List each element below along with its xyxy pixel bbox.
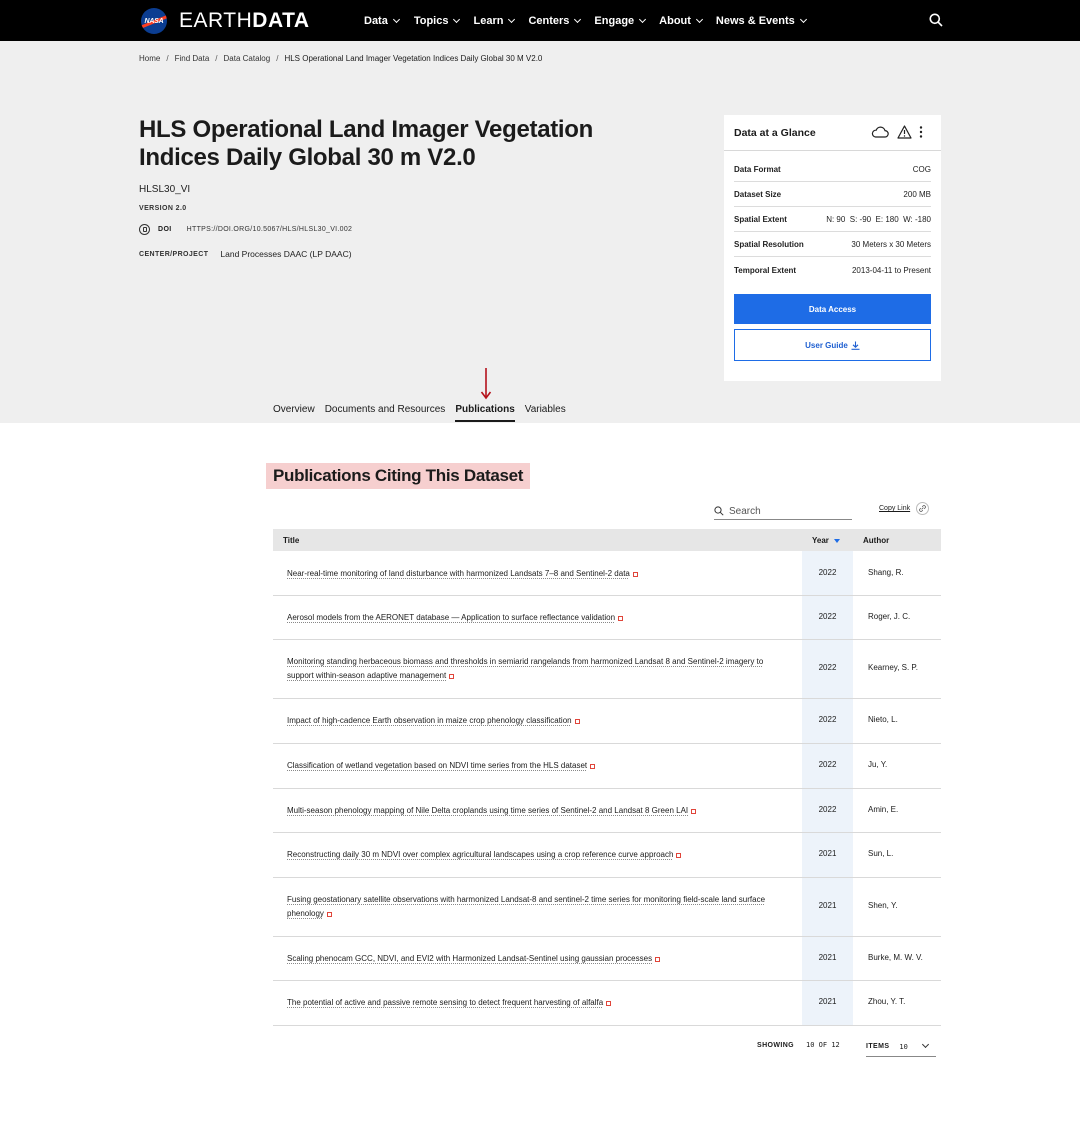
- publication-author: Nieto, L.: [868, 715, 898, 724]
- external-link-icon: [606, 1001, 611, 1006]
- copy-link-button[interactable]: [879, 502, 929, 515]
- more-vertical-icon[interactable]: [918, 125, 924, 139]
- breadcrumb-home[interactable]: Home: [139, 54, 161, 63]
- chevron-down-icon: [800, 15, 807, 22]
- table-header: [273, 529, 941, 551]
- publication-title: The potential of active and passive remote sensing to detect frequent harvesting of alfalfa: [287, 998, 604, 1007]
- publication-year: 2021: [818, 901, 837, 910]
- column-year[interactable]: [812, 536, 840, 545]
- table-row: [273, 699, 941, 744]
- publication-year: 2022: [818, 568, 837, 577]
- glance-row-format: [734, 157, 931, 182]
- publication-year: 2021: [818, 849, 837, 858]
- chevron-down-icon: [393, 15, 400, 22]
- publication-title: Monitoring standing herbaceous biomass and thresholds in semiarid rangelands from harmonized Landsat 8 and Sentinel-2 imagery to support within-season adaptive management: [287, 657, 764, 680]
- publication-title-link[interactable]: [287, 952, 792, 966]
- publication-title-link[interactable]: [287, 714, 792, 728]
- page-title: HLS Operational Land Imager Vegetation Indices Daily Global 30 m V2.0: [139, 116, 594, 171]
- search-input[interactable]: [729, 506, 844, 517]
- items-value: 10: [899, 1042, 908, 1051]
- publication-title-link[interactable]: [287, 804, 792, 818]
- publication-year: 2022: [818, 715, 837, 724]
- center-project-row: [139, 249, 352, 259]
- chevron-down-icon: [453, 15, 460, 22]
- copy-link-label: Copy Link: [879, 505, 911, 512]
- main-menu: [364, 0, 806, 41]
- glance-key: Spatial Resolution: [734, 239, 804, 249]
- publications-table: [273, 529, 941, 1026]
- table-row: [273, 789, 941, 833]
- dataset-tabs: [273, 400, 576, 424]
- menu-label: Data: [364, 14, 388, 27]
- lock-icon: [139, 224, 150, 235]
- warning-icon[interactable]: [897, 125, 912, 139]
- menu-news-events[interactable]: [716, 15, 806, 27]
- menu-centers[interactable]: [528, 15, 580, 27]
- column-title[interactable]: Title: [283, 536, 300, 545]
- table-row: [273, 878, 941, 937]
- publication-year: 2022: [818, 805, 837, 814]
- tab-publications[interactable]: Publications: [455, 400, 514, 422]
- menu-label: Engage: [594, 14, 635, 27]
- chevron-down-icon: [639, 15, 646, 22]
- publication-title-link[interactable]: [287, 893, 792, 921]
- publication-year: 2022: [818, 760, 837, 769]
- glance-title: Data at a Glance: [734, 127, 816, 139]
- earthdata-logo[interactable]: [141, 8, 310, 34]
- glance-key: Dataset Size: [734, 189, 782, 199]
- dataset-short-name: HLSL30_VI: [139, 184, 191, 195]
- table-row: [273, 833, 941, 878]
- showing-label: SHOWING: [757, 1041, 795, 1049]
- nasa-logo-text: NASA: [144, 17, 164, 25]
- external-link-icon: [655, 957, 660, 962]
- publication-title-link[interactable]: [287, 759, 792, 773]
- external-link-icon: [676, 853, 681, 858]
- link-icon: [916, 502, 929, 515]
- glance-value: N: 90 S: -90 E: 180 W: -180: [826, 214, 931, 224]
- glance-row-resolution: [734, 232, 931, 257]
- doi-link[interactable]: HTTPS://DOI.ORG/10.5067/HLS/HLSL30_VI.002: [186, 226, 353, 233]
- breadcrumb: Home / Find Data / Data Catalog / HLS Operational Land Imager Vegetation Indices Daily Global 30 M V2.0: [139, 54, 543, 63]
- publication-author: Kearney, S. P.: [868, 663, 918, 672]
- publication-title-link[interactable]: [287, 848, 792, 862]
- chevron-down-icon: [696, 15, 703, 22]
- publication-title: Multi-season phenology mapping of Nile Delta croplands using time series of Sentinel-2 and Landsat 8 Green LAI: [287, 806, 689, 815]
- publication-author: Zhou, Y. T.: [868, 997, 906, 1006]
- table-row: [273, 596, 941, 640]
- publication-title-link[interactable]: [287, 996, 792, 1010]
- table-row: [273, 937, 941, 981]
- glance-value: 200 MB: [903, 189, 931, 199]
- table-row: [273, 640, 941, 699]
- glance-value: 30 Meters x 30 Meters: [851, 239, 931, 249]
- column-author[interactable]: Author: [863, 536, 890, 545]
- brand-wordmark: [179, 8, 310, 34]
- glance-key: Data Format: [734, 164, 781, 174]
- dataset-version: VERSION 2.0: [139, 205, 187, 212]
- glance-value: COG: [912, 164, 931, 174]
- menu-engage[interactable]: [594, 15, 645, 27]
- glance-row-temporal: [734, 258, 931, 283]
- external-link-icon: [590, 764, 595, 769]
- brand-bold: DATA: [252, 9, 310, 32]
- publication-title: Reconstructing daily 30 m NDVI over complex agricultural landscapes using a crop reference curve approach: [287, 850, 674, 859]
- glance-actions: [871, 125, 924, 139]
- publications-heading: Publications Citing This Dataset: [266, 463, 530, 489]
- data-access-button[interactable]: Data Access: [734, 294, 931, 324]
- external-link-icon: [633, 572, 638, 577]
- menu-topics[interactable]: [414, 15, 460, 27]
- external-link-icon: [618, 616, 623, 621]
- breadcrumb-find-data[interactable]: Find Data: [174, 54, 210, 63]
- pagination-status: [757, 1041, 840, 1049]
- tab-overview[interactable]: Overview: [273, 404, 315, 415]
- publication-year: 2022: [818, 612, 837, 621]
- showing-value: 10 OF 12: [806, 1041, 840, 1049]
- publications-search: [714, 503, 852, 520]
- user-guide-button[interactable]: [734, 329, 931, 361]
- user-guide-label: User Guide: [805, 340, 848, 350]
- items-label: ITEMS: [866, 1043, 890, 1050]
- center-label: CENTER/PROJECT: [139, 250, 209, 258]
- sort-desc-icon: [834, 539, 840, 543]
- publication-title: Near-real-time monitoring of land disturbance with harmonized Landsats 7–8 and Sentinel-2 data: [287, 569, 630, 578]
- external-link-icon: [327, 912, 332, 917]
- publication-author: Sun, L.: [868, 849, 894, 858]
- publication-title-link[interactable]: [287, 567, 792, 581]
- menu-learn[interactable]: [473, 15, 514, 27]
- external-link-icon: [575, 719, 580, 724]
- menu-label: Topics: [413, 14, 449, 27]
- annotation-arrow-icon: [480, 367, 492, 400]
- publication-author: Shang, R.: [868, 568, 904, 577]
- doi-row: [139, 224, 352, 235]
- publication-title: Aerosol models from the AERONET database — Application to surface reflectance validation: [287, 613, 616, 622]
- download-icon: [851, 341, 860, 350]
- publication-author: Roger, J. C.: [868, 612, 911, 621]
- glance-row-size: [734, 182, 931, 207]
- publication-title: Scaling phenocam GCC, NDVI, and EVI2 with Harmonized Landsat-Sentinel using gaussian processes: [287, 954, 653, 963]
- glance-row-spatial-extent: [734, 207, 931, 232]
- menu-about[interactable]: [659, 15, 702, 27]
- column-year-label: Year: [812, 536, 829, 545]
- menu-label: Centers: [528, 14, 570, 27]
- table-row: [273, 551, 941, 596]
- table-row: [273, 744, 941, 789]
- menu-label: About: [659, 14, 691, 27]
- glance-divider: [724, 150, 941, 151]
- publication-title-link[interactable]: [287, 655, 792, 683]
- search-icon: [714, 506, 724, 516]
- chevron-down-icon: [508, 15, 515, 22]
- chevron-down-icon: [574, 15, 581, 22]
- doi-label: DOI: [158, 226, 172, 233]
- menu-data[interactable]: [364, 15, 399, 27]
- external-link-icon: [449, 674, 454, 679]
- top-navigation: [0, 0, 1080, 41]
- glance-key: Spatial Extent: [734, 214, 787, 224]
- glance-value: 2013-04-11 to Present: [851, 266, 931, 275]
- publication-title: Classification of wetland vegetation based on NDVI time series from the HLS dataset: [287, 761, 588, 770]
- publication-title: Impact of high-cadence Earth observation in maize crop phenology classification: [287, 716, 572, 725]
- publication-author: Shen, Y.: [868, 901, 898, 910]
- publication-author: Amin, E.: [868, 805, 899, 814]
- search-icon[interactable]: [929, 13, 943, 27]
- publication-title-link[interactable]: [287, 611, 792, 625]
- brand-light: EARTH: [179, 9, 253, 32]
- breadcrumb-data-catalog[interactable]: Data Catalog: [223, 54, 271, 63]
- menu-label: News & Events: [715, 14, 795, 27]
- publication-year: 2021: [818, 997, 837, 1006]
- publication-year: 2021: [818, 953, 837, 962]
- external-link-icon: [691, 809, 696, 814]
- items-per-page-select[interactable]: [866, 1037, 936, 1057]
- chevron-down-icon: [922, 1041, 929, 1048]
- nasa-logo-icon: [141, 8, 167, 34]
- table-row: [273, 981, 941, 1026]
- publication-author: Ju, Y.: [868, 760, 888, 769]
- center-value: Land Processes DAAC (LP DAAC): [220, 249, 352, 259]
- menu-label: Learn: [473, 14, 504, 27]
- tab-variables[interactable]: Variables: [524, 404, 566, 415]
- publication-year: 2022: [818, 663, 837, 672]
- glance-key: Temporal Extent: [734, 266, 797, 275]
- tab-documents-resources[interactable]: Documents and Resources: [324, 404, 446, 415]
- data-at-a-glance-card: [724, 115, 941, 381]
- publication-title: Fusing geostationary satellite observations with harmonized Landsat-8 and sentinel-2 time series for monitoring field-scale land surface phenology: [287, 895, 766, 918]
- publication-author: Burke, M. W. V.: [868, 953, 923, 962]
- breadcrumb-current: HLS Operational Land Imager Vegetation Indices Daily Global 30 M V2.0: [284, 54, 543, 63]
- cloud-icon[interactable]: [871, 126, 889, 138]
